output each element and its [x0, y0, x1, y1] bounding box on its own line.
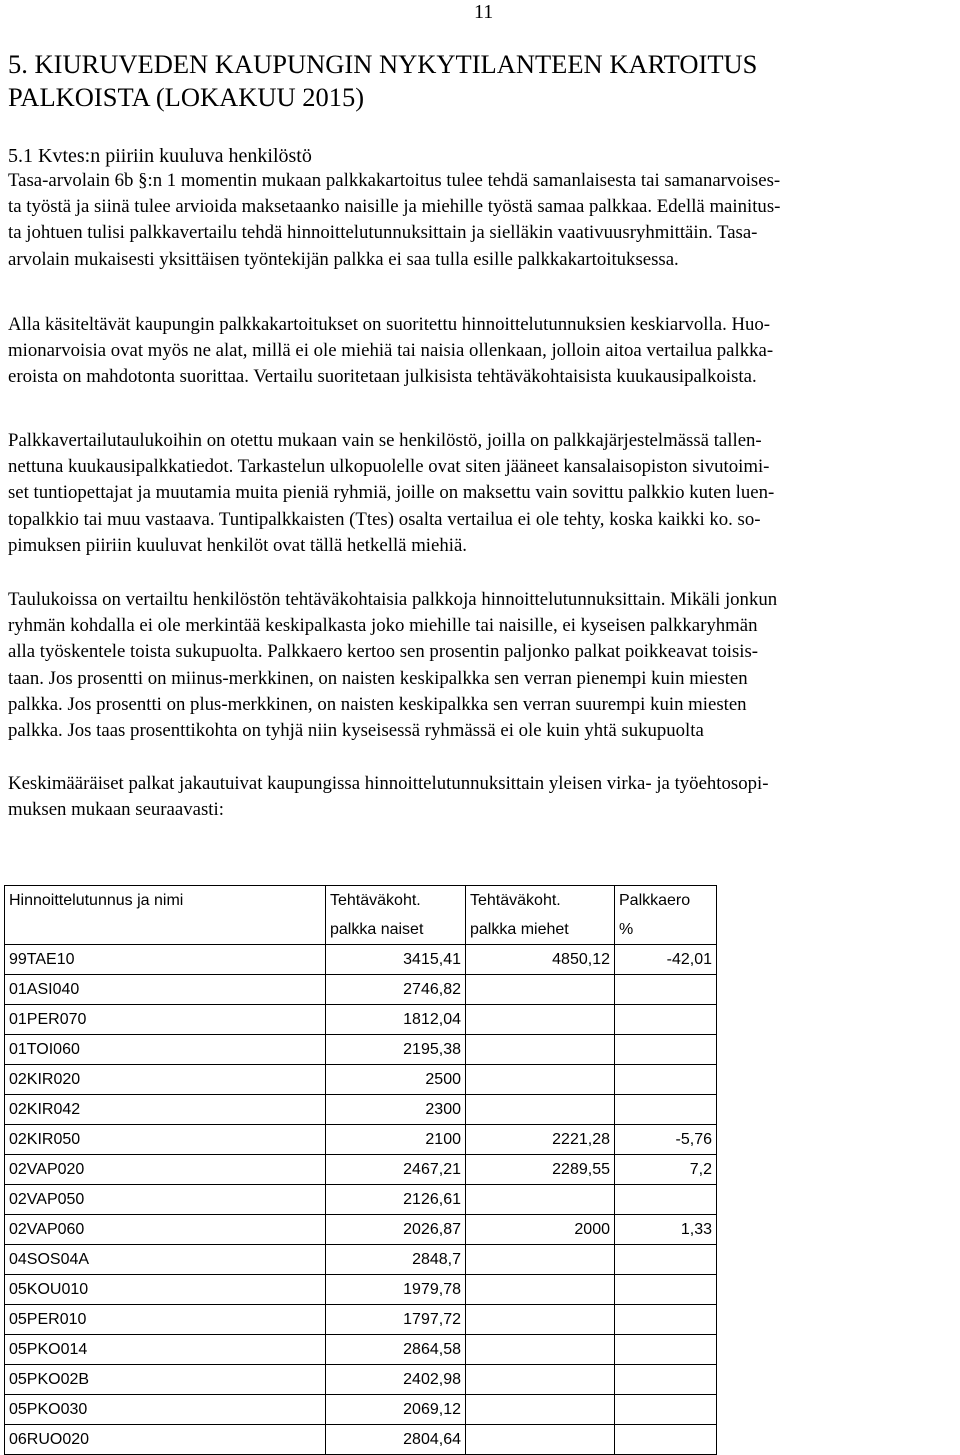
- table-row: [5, 945, 717, 975]
- cell-code: 02KIR020: [5, 1065, 326, 1095]
- cell-difference: [615, 1305, 717, 1335]
- cell-men-salary: [466, 1005, 615, 1035]
- cell-difference: [615, 1065, 717, 1095]
- cell-men-salary: [466, 1185, 615, 1215]
- cell-difference: -42,01: [615, 945, 717, 975]
- cell-difference: [615, 1425, 717, 1455]
- cell-women-salary: 2804,64: [326, 1425, 466, 1455]
- table-body: [5, 945, 717, 1455]
- paragraph-line: arvolain mukaisesti yksittäisen työntekijän palkka ei saa tulla esille palkkakartoituksessa.: [8, 248, 679, 270]
- paragraph-line: pimuksen piiriin kuuluvat henkilöt ovat tällä hetkellä miehiä.: [8, 534, 467, 556]
- paragraph-1: [8, 168, 930, 273]
- paragraph-line: topalkkio tai muu vastaava. Tuntipalkkaisten (Ttes) osalta vertailua ei ole tehty, koska kaikki ko. so-: [8, 508, 761, 530]
- table-row: [5, 1335, 717, 1365]
- cell-code: 99TAE10: [5, 945, 326, 975]
- paragraph-4: [8, 587, 930, 744]
- cell-men-salary: [466, 1335, 615, 1365]
- table-row: [5, 1245, 717, 1275]
- paragraph-line: taan. Jos prosentti on miinus-merkkinen, on naisten keskipalkka sen verran pienempi kuin miesten: [8, 667, 748, 689]
- cell-code: 01ASI040: [5, 975, 326, 1005]
- cell-women-salary: 1797,72: [326, 1305, 466, 1335]
- cell-men-salary: [466, 1095, 615, 1125]
- cell-women-salary: 2126,61: [326, 1185, 466, 1215]
- paragraph-line: Tasa-arvolain 6b §:n 1 momentin mukaan palkkakartoitus tulee tehdä samanlaisesta tai samanarvoises-: [8, 170, 781, 191]
- cell-difference: [615, 1275, 717, 1305]
- table-row: [5, 1035, 717, 1065]
- paragraph-line: eroista on mahdotonta suorittaa. Vertailu suoritetaan julkisista tehtäväkohtaisista kuukausipalkoista.: [8, 366, 757, 388]
- cell-women-salary: 2195,38: [326, 1035, 466, 1065]
- cell-difference: 1,33: [615, 1215, 717, 1245]
- paragraph-line: mionarvoisia ovat myös ne alat, millä ei ole miehiä tai naisia ollenkaan, jolloin aitoa vertailua palkka-: [8, 340, 774, 362]
- cell-men-salary: [466, 1275, 615, 1305]
- cell-women-salary: 1979,78: [326, 1275, 466, 1305]
- cell-code: 06RUO020: [5, 1425, 326, 1455]
- table-row: [5, 1095, 717, 1125]
- cell-men-salary: [466, 1425, 615, 1455]
- paragraph-line: Taulukoissa on vertailtu henkilöstön tehtäväkohtaisia palkkoja hinnoittelutunnuksittain. Mikäli jonkun: [8, 589, 778, 610]
- cell-code: 01PER070: [5, 1005, 326, 1035]
- section-heading-line-2: PALKOISTA (LOKAKUU 2015): [8, 82, 365, 112]
- table-row: [5, 1305, 717, 1335]
- table-row: [5, 1185, 717, 1215]
- paragraph-line: Palkkavertailutaulukoihin on otettu mukaan vain se henkilöstö, joilla on palkkajärjestelmässä tallen-: [8, 430, 762, 451]
- paragraph-line: palkka. Jos prosentti on plus-merkkinen, on naisten keskipalkka sen verran suurempi kuin miesten: [8, 693, 747, 715]
- paragraph-line: ryhmän kohdalla ei ole merkintää keskipalkasta joko miehille tai naisille, ei kyseisen palkkaryhmän: [8, 615, 758, 637]
- cell-code: 02KIR050: [5, 1125, 326, 1155]
- table-row: [5, 1365, 717, 1395]
- paragraph-line: ta työstä ja siinä tulee arvioida maksetaanko naisille ja miehille työstä samaa palkkaa. Edellä mainitus-: [8, 196, 781, 218]
- table-row: [5, 1125, 717, 1155]
- cell-difference: 7,2: [615, 1155, 717, 1185]
- cell-women-salary: 2500: [326, 1065, 466, 1095]
- cell-men-salary: [466, 975, 615, 1005]
- cell-men-salary: 2221,28: [466, 1125, 615, 1155]
- cell-difference: [615, 1245, 717, 1275]
- cell-difference: [615, 1395, 717, 1425]
- paragraph-line: Alla käsiteltävät kaupungin palkkakartoitukset on suoritettu hinnoittelutunnuksien keskiarvolla. Huo-: [8, 314, 771, 335]
- table-row: [5, 1425, 717, 1455]
- cell-women-salary: 2402,98: [326, 1365, 466, 1395]
- page-number: 11: [474, 1, 494, 23]
- column-header-men-salary: Tehtäväkoht. palkka miehet: [466, 886, 615, 945]
- cell-difference: [615, 1365, 717, 1395]
- cell-women-salary: 2746,82: [326, 975, 466, 1005]
- cell-women-salary: 2300: [326, 1095, 466, 1125]
- paragraph-line: Keskimääräiset palkat jakautuivat kaupungissa hinnoittelutunnuksittain yleisen virka- ja työehtosopi-: [8, 773, 769, 794]
- cell-difference: [615, 1095, 717, 1125]
- cell-difference: [615, 1035, 717, 1065]
- cell-women-salary: 2026,87: [326, 1215, 466, 1245]
- paragraph-5: [8, 771, 930, 823]
- cell-women-salary: 2848,7: [326, 1245, 466, 1275]
- table-row: [5, 1275, 717, 1305]
- section-heading: [8, 48, 938, 114]
- table-row: [5, 1155, 717, 1185]
- cell-code: 05PKO02B: [5, 1365, 326, 1395]
- cell-men-salary: [466, 1365, 615, 1395]
- cell-men-salary: [466, 1065, 615, 1095]
- cell-code: 02KIR042: [5, 1095, 326, 1125]
- column-header-difference: Palkkaero %: [615, 886, 717, 945]
- salary-comparison-table: [4, 885, 717, 1455]
- cell-code: 05PKO030: [5, 1395, 326, 1425]
- cell-difference: [615, 975, 717, 1005]
- cell-men-salary: [466, 1035, 615, 1065]
- cell-code: 05PER010: [5, 1305, 326, 1335]
- paragraph-line: palkka. Jos taas prosenttikohta on tyhjä niin kyseisessä ryhmässä ei ole kuin yhtä sukupuolta: [8, 720, 704, 742]
- cell-men-salary: [466, 1305, 615, 1335]
- cell-code: 04SOS04A: [5, 1245, 326, 1275]
- paragraph-line: nettuna kuukausipalkkatiedot. Tarkastelun ulkopuolelle ovat siten jääneet kansalaisopiston sivutoimi-: [8, 456, 770, 478]
- paragraph-line: muksen mukaan seuraavasti:: [8, 799, 224, 821]
- cell-code: 01TOI060: [5, 1035, 326, 1065]
- table-row: [5, 1005, 717, 1035]
- cell-women-salary: 2069,12: [326, 1395, 466, 1425]
- cell-women-salary: 3415,41: [326, 945, 466, 975]
- cell-difference: [615, 1185, 717, 1215]
- subsection-heading: 5.1 Kvtes:n piiriin kuuluva henkilöstö: [8, 145, 312, 167]
- column-header-women-salary: Tehtäväkoht. palkka naiset: [326, 886, 466, 945]
- cell-women-salary: 1812,04: [326, 1005, 466, 1035]
- cell-women-salary: 2100: [326, 1125, 466, 1155]
- cell-difference: [615, 1335, 717, 1365]
- cell-men-salary: [466, 1395, 615, 1425]
- cell-code: 02VAP020: [5, 1155, 326, 1185]
- cell-men-salary: 4850,12: [466, 945, 615, 975]
- paragraph-line: alla työskentele toista sukupuolta. Palkkaero kertoo sen prosentin paljonko palkat poikkeavat toisis-: [8, 641, 759, 663]
- table-row: [5, 1215, 717, 1245]
- cell-women-salary: 2864,58: [326, 1335, 466, 1365]
- table-row: [5, 1065, 717, 1095]
- table-row: [5, 975, 717, 1005]
- cell-difference: -5,76: [615, 1125, 717, 1155]
- cell-men-salary: [466, 1245, 615, 1275]
- cell-code: 02VAP060: [5, 1215, 326, 1245]
- paragraph-line: ta johtuen tulisi palkkavertailu tehdä hinnoittelutunnuksittain ja sielläkin vaativuusryhmittäin. Tasa-: [8, 222, 758, 244]
- column-header-code: Hinnoittelutunnus ja nimi: [5, 886, 326, 945]
- cell-men-salary: 2000: [466, 1215, 615, 1245]
- paragraph-2: [8, 312, 930, 391]
- cell-code: 02VAP050: [5, 1185, 326, 1215]
- table-row: [5, 1395, 717, 1425]
- cell-difference: [615, 1005, 717, 1035]
- cell-women-salary: 2467,21: [326, 1155, 466, 1185]
- paragraph-line: set tuntiopettajat ja muutamia muita pieniä ryhmiä, joille on maksettu vain sovittu palkkio kuten luen-: [8, 482, 775, 504]
- table-header-row: [5, 886, 717, 945]
- cell-code: 05KOU010: [5, 1275, 326, 1305]
- cell-men-salary: 2289,55: [466, 1155, 615, 1185]
- cell-code: 05PKO014: [5, 1335, 326, 1365]
- section-heading-line-1: 5. KIURUVEDEN KAUPUNGIN NYKYTILANTEEN KARTOITUS: [8, 49, 758, 79]
- paragraph-3: [8, 428, 930, 559]
